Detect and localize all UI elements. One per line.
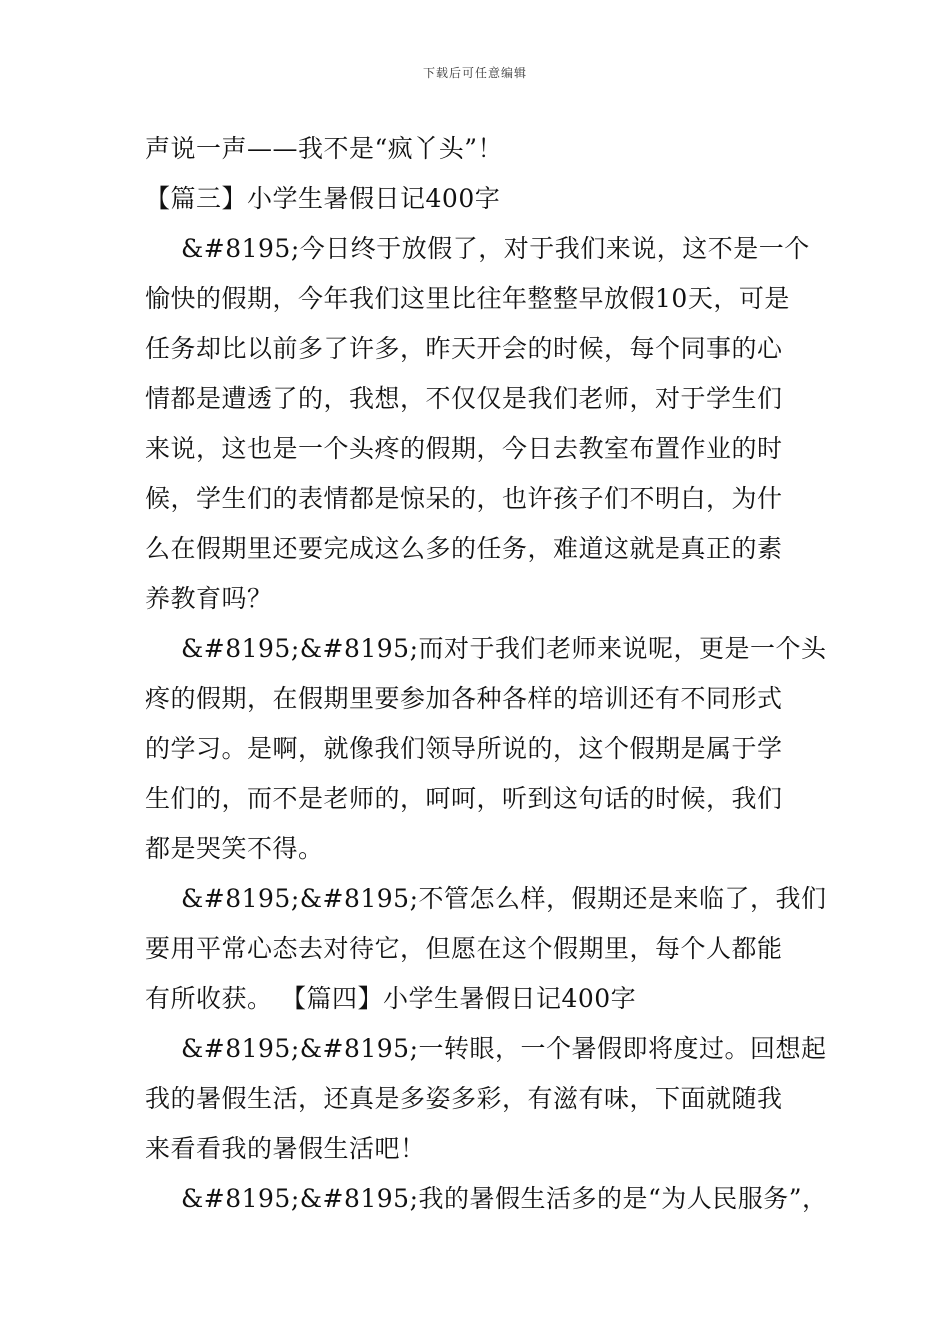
section-heading: 【篇三】小学生暑假日记400字 (145, 184, 501, 213)
document-body (145, 124, 828, 1224)
text-line: 生们的，而不是老师的，呵呵，听到这句话的时候，我们 (145, 784, 783, 813)
text-line: 么在假期里还要完成这么多的任务，难道这就是真正的素 (145, 534, 783, 563)
page-header-note: 下载后可任意编辑 (422, 66, 527, 80)
text-line: 我的暑假生活，还真是多姿多彩，有滋有味，下面就随我 (145, 1084, 783, 1113)
text-line: 疼的假期，在假期里要参加各种各样的培训还有不同形式 (145, 684, 783, 713)
text-line: 来看看我的暑假生活吧！ (145, 1134, 426, 1163)
text-line: 要用平常心态去对待它，但愿在这个假期里，每个人都能 (145, 934, 783, 963)
paragraph-start: &#8195;&#8195;我的暑假生活多的是“为人民服务”， (181, 1184, 828, 1213)
text-line: 声说一声——我不是“疯丫头”！ (145, 134, 504, 163)
text-line: 都是哭笑不得。 (145, 834, 324, 863)
text-line: 愉快的假期，今年我们这里比往年整整早放假10天，可是 (145, 284, 790, 313)
text-line: 养教育吗？ (145, 584, 273, 613)
paragraph-start: &#8195;&#8195;不管怎么样，假期还是来临了，我们 (181, 884, 827, 913)
text-line: 情都是遭透了的，我想，不仅仅是我们老师，对于学生们 (145, 384, 783, 413)
text-line: 任务却比以前多了许多，昨天开会的时候，每个同事的心 (145, 334, 783, 363)
text-line: 候，学生们的表情都是惊呆的，也许孩子们不明白，为什 (145, 484, 783, 513)
paragraph-start: &#8195;&#8195;而对于我们老师来说呢，更是一个头 (181, 634, 827, 663)
paragraph-start: &#8195;今日终于放假了，对于我们来说，这不是一个 (181, 234, 810, 263)
text-line: 来说，这也是一个头疼的假期，今日去教室布置作业的时 (145, 434, 783, 463)
text-line: 的学习。是啊，就像我们领导所说的，这个假期是属于学 (145, 734, 783, 763)
text-line: 有所收获。 【篇四】小学生暑假日记400字 (145, 984, 637, 1013)
paragraph-start: &#8195;&#8195;一转眼，一个暑假即将度过。回想起 (181, 1034, 827, 1063)
